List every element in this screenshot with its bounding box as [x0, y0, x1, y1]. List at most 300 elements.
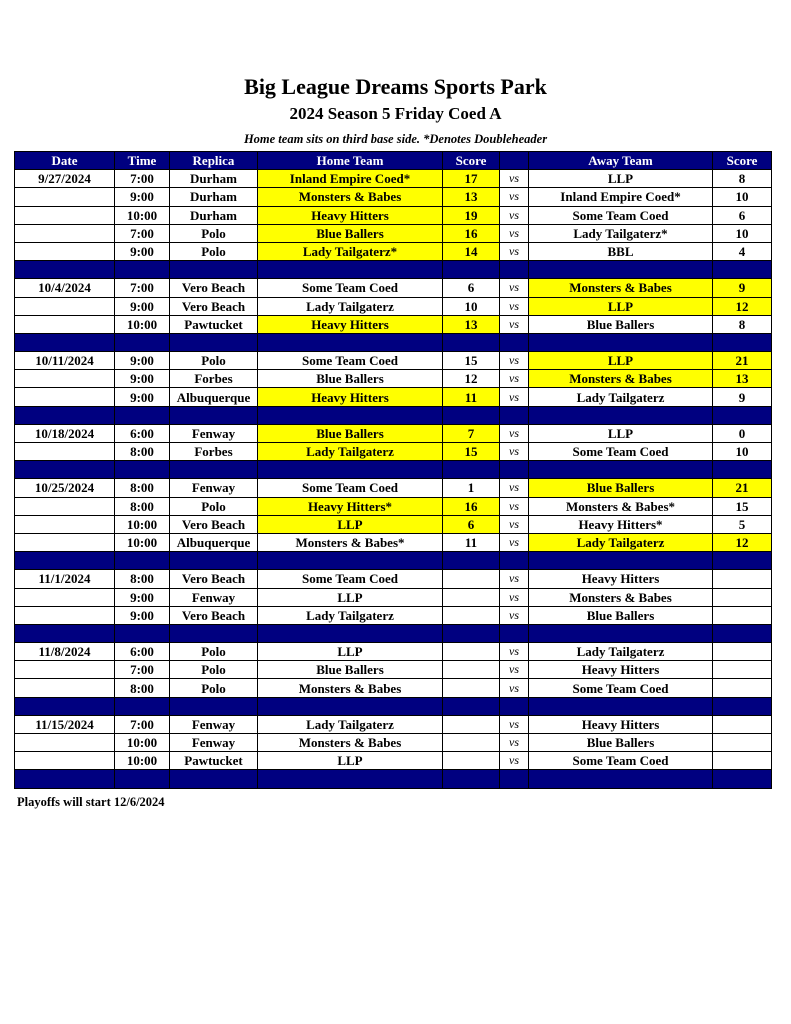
home-score: 16 [443, 224, 500, 242]
separator-cell [713, 552, 772, 570]
separator-cell [170, 770, 258, 788]
away-team: LLP [529, 424, 713, 442]
home-score [443, 588, 500, 606]
away-team: BBL [529, 242, 713, 260]
game-date [15, 515, 115, 533]
game-time: 8:00 [115, 570, 170, 588]
separator-cell [115, 461, 170, 479]
away-team: Some Team Coed [529, 679, 713, 697]
home-team: Lady Tailgaterz* [258, 242, 443, 260]
game-time: 7:00 [115, 170, 170, 188]
away-team: Monsters & Babes [529, 370, 713, 388]
game-field: Polo [170, 497, 258, 515]
away-team: Some Team Coed [529, 206, 713, 224]
separator-cell [500, 461, 529, 479]
game-time: 9:00 [115, 188, 170, 206]
game-field: Fenway [170, 424, 258, 442]
game-time: 7:00 [115, 661, 170, 679]
vs-label: vs [500, 279, 529, 297]
separator-cell [500, 333, 529, 351]
away-score: 12 [713, 297, 772, 315]
away-team: Lady Tailgaterz [529, 643, 713, 661]
separator-cell [713, 333, 772, 351]
away-team: Heavy Hitters* [529, 515, 713, 533]
game-field: Polo [170, 224, 258, 242]
game-time: 8:00 [115, 497, 170, 515]
game-row [15, 497, 772, 515]
home-team: Heavy Hitters [258, 315, 443, 333]
home-score: 6 [443, 515, 500, 533]
vs-label: vs [500, 352, 529, 370]
home-team: LLP [258, 752, 443, 770]
away-team: Heavy Hitters [529, 570, 713, 588]
away-score: 12 [713, 533, 772, 551]
game-date [15, 388, 115, 406]
away-score: 9 [713, 388, 772, 406]
separator-cell [258, 333, 443, 351]
game-row [15, 370, 772, 388]
game-row [15, 279, 772, 297]
game-date [15, 188, 115, 206]
game-field: Albuquerque [170, 533, 258, 551]
vs-label: vs [500, 679, 529, 697]
away-score: 10 [713, 188, 772, 206]
home-score: 11 [443, 388, 500, 406]
vs-label: vs [500, 497, 529, 515]
game-field: Vero Beach [170, 606, 258, 624]
game-row [15, 170, 772, 188]
home-team: Lady Tailgaterz [258, 606, 443, 624]
game-row [15, 661, 772, 679]
col-away-score: Score [713, 152, 772, 170]
home-score: 10 [443, 297, 500, 315]
home-team: Monsters & Babes [258, 188, 443, 206]
separator-cell [170, 261, 258, 279]
game-date [15, 242, 115, 260]
separator-cell [500, 552, 529, 570]
away-score [713, 588, 772, 606]
separator-cell [529, 624, 713, 642]
away-team: LLP [529, 297, 713, 315]
game-date: 9/27/2024 [15, 170, 115, 188]
header-row [15, 152, 772, 170]
away-score: 9 [713, 279, 772, 297]
week-separator [15, 461, 772, 479]
col-replica: Replica [170, 152, 258, 170]
game-time: 6:00 [115, 643, 170, 661]
game-row [15, 224, 772, 242]
game-row [15, 715, 772, 733]
home-team: Monsters & Babes [258, 734, 443, 752]
separator-cell [258, 406, 443, 424]
game-row [15, 479, 772, 497]
separator-cell [443, 624, 500, 642]
away-team: Lady Tailgaterz* [529, 224, 713, 242]
game-field: Polo [170, 643, 258, 661]
game-time: 9:00 [115, 242, 170, 260]
game-time: 9:00 [115, 606, 170, 624]
away-team: Blue Ballers [529, 315, 713, 333]
separator-cell [170, 697, 258, 715]
home-team: Some Team Coed [258, 570, 443, 588]
game-row [15, 206, 772, 224]
game-date: 10/4/2024 [15, 279, 115, 297]
separator-cell [443, 697, 500, 715]
separator-cell [529, 461, 713, 479]
schedule-body [15, 170, 772, 788]
separator-cell [713, 461, 772, 479]
vs-label: vs [500, 388, 529, 406]
separator-cell [258, 461, 443, 479]
separator-cell [713, 406, 772, 424]
game-time: 10:00 [115, 734, 170, 752]
game-date [15, 533, 115, 551]
away-team: Lady Tailgaterz [529, 388, 713, 406]
away-team: Inland Empire Coed* [529, 188, 713, 206]
game-row [15, 388, 772, 406]
week-separator [15, 624, 772, 642]
week-separator [15, 333, 772, 351]
separator-cell [170, 461, 258, 479]
home-score: 13 [443, 315, 500, 333]
game-date: 11/8/2024 [15, 643, 115, 661]
game-field: Polo [170, 242, 258, 260]
separator-cell [443, 552, 500, 570]
game-date: 10/18/2024 [15, 424, 115, 442]
game-field: Pawtucket [170, 752, 258, 770]
separator-cell [258, 552, 443, 570]
week-separator [15, 261, 772, 279]
separator-cell [713, 261, 772, 279]
separator-cell [529, 770, 713, 788]
separator-cell [258, 770, 443, 788]
game-row [15, 588, 772, 606]
home-team: Lady Tailgaterz [258, 443, 443, 461]
vs-label: vs [500, 715, 529, 733]
separator-cell [258, 697, 443, 715]
game-field: Fenway [170, 734, 258, 752]
game-time: 8:00 [115, 679, 170, 697]
home-score: 7 [443, 424, 500, 442]
home-team: Heavy Hitters [258, 206, 443, 224]
vs-label: vs [500, 370, 529, 388]
game-row [15, 734, 772, 752]
separator-cell [500, 624, 529, 642]
game-field: Vero Beach [170, 297, 258, 315]
home-score: 15 [443, 443, 500, 461]
game-field: Durham [170, 170, 258, 188]
home-score: 6 [443, 279, 500, 297]
away-score [713, 679, 772, 697]
away-score: 6 [713, 206, 772, 224]
home-team: Monsters & Babes* [258, 533, 443, 551]
game-time: 8:00 [115, 443, 170, 461]
vs-label: vs [500, 424, 529, 442]
game-field: Fenway [170, 588, 258, 606]
game-time: 9:00 [115, 388, 170, 406]
home-score [443, 715, 500, 733]
game-row [15, 533, 772, 551]
home-score: 1 [443, 479, 500, 497]
away-score [713, 715, 772, 733]
home-team: Some Team Coed [258, 352, 443, 370]
home-team: Inland Empire Coed* [258, 170, 443, 188]
game-time: 10:00 [115, 515, 170, 533]
separator-cell [713, 770, 772, 788]
home-score [443, 661, 500, 679]
game-field: Durham [170, 188, 258, 206]
away-score: 4 [713, 242, 772, 260]
away-team: Heavy Hitters [529, 715, 713, 733]
game-date: 10/25/2024 [15, 479, 115, 497]
separator-cell [170, 406, 258, 424]
vs-label: vs [500, 643, 529, 661]
away-team: Monsters & Babes [529, 279, 713, 297]
away-team: Blue Ballers [529, 606, 713, 624]
separator-cell [15, 406, 115, 424]
separator-cell [15, 461, 115, 479]
game-field: Forbes [170, 443, 258, 461]
separator-cell [500, 261, 529, 279]
separator-cell [713, 624, 772, 642]
separator-cell [529, 552, 713, 570]
game-field: Polo [170, 679, 258, 697]
game-time: 7:00 [115, 224, 170, 242]
game-field: Albuquerque [170, 388, 258, 406]
vs-label: vs [500, 242, 529, 260]
separator-cell [170, 624, 258, 642]
page-title: Big League Dreams Sports Park [244, 74, 547, 99]
game-date [15, 752, 115, 770]
game-field: Vero Beach [170, 570, 258, 588]
away-score: 10 [713, 443, 772, 461]
game-row [15, 188, 772, 206]
home-team: Blue Ballers [258, 370, 443, 388]
playoffs-note: Playoffs will start 12/6/2024 [17, 795, 165, 809]
away-team: LLP [529, 170, 713, 188]
home-score [443, 734, 500, 752]
doubleheader-note: Home team sits on third base side. *Denotes Doubleheader [243, 132, 548, 146]
game-time: 7:00 [115, 279, 170, 297]
schedule-table [14, 151, 772, 789]
separator-cell [15, 624, 115, 642]
game-field: Pawtucket [170, 315, 258, 333]
game-date: 11/1/2024 [15, 570, 115, 588]
away-team: Lady Tailgaterz [529, 533, 713, 551]
game-row [15, 643, 772, 661]
away-score: 0 [713, 424, 772, 442]
col-home-team: Home Team [258, 152, 443, 170]
away-score [713, 661, 772, 679]
vs-label: vs [500, 479, 529, 497]
separator-cell [115, 770, 170, 788]
home-team: Blue Ballers [258, 424, 443, 442]
separator-cell [443, 261, 500, 279]
home-score: 11 [443, 533, 500, 551]
game-field: Polo [170, 352, 258, 370]
game-row [15, 606, 772, 624]
col-date: Date [15, 152, 115, 170]
game-date [15, 588, 115, 606]
game-time: 9:00 [115, 297, 170, 315]
vs-label: vs [500, 752, 529, 770]
game-row [15, 315, 772, 333]
vs-label: vs [500, 297, 529, 315]
away-team: Heavy Hitters [529, 661, 713, 679]
separator-cell [500, 697, 529, 715]
home-score [443, 752, 500, 770]
separator-cell [15, 770, 115, 788]
game-field: Polo [170, 661, 258, 679]
game-row [15, 352, 772, 370]
vs-label: vs [500, 443, 529, 461]
away-score [713, 606, 772, 624]
vs-label: vs [500, 661, 529, 679]
separator-cell [443, 461, 500, 479]
week-separator [15, 552, 772, 570]
home-team: LLP [258, 643, 443, 661]
game-date [15, 315, 115, 333]
away-score: 21 [713, 479, 772, 497]
game-date [15, 661, 115, 679]
home-score: 13 [443, 188, 500, 206]
separator-cell [500, 406, 529, 424]
home-team: Monsters & Babes [258, 679, 443, 697]
col-home-score: Score [443, 152, 500, 170]
home-score [443, 606, 500, 624]
season-subtitle: 2024 Season 5 Friday Coed A [289, 104, 502, 123]
separator-cell [15, 261, 115, 279]
vs-label: vs [500, 315, 529, 333]
game-date [15, 370, 115, 388]
vs-label: vs [500, 734, 529, 752]
game-field: Forbes [170, 370, 258, 388]
home-score: 12 [443, 370, 500, 388]
home-team: LLP [258, 515, 443, 533]
game-date [15, 679, 115, 697]
separator-cell [115, 333, 170, 351]
separator-cell [443, 333, 500, 351]
away-score: 8 [713, 170, 772, 188]
separator-cell [115, 406, 170, 424]
game-time: 10:00 [115, 206, 170, 224]
away-score: 21 [713, 352, 772, 370]
away-team: Monsters & Babes [529, 588, 713, 606]
home-score: 15 [443, 352, 500, 370]
away-score: 15 [713, 497, 772, 515]
separator-cell [115, 552, 170, 570]
away-score [713, 752, 772, 770]
away-score [713, 570, 772, 588]
vs-label: vs [500, 224, 529, 242]
separator-cell [15, 697, 115, 715]
week-separator [15, 697, 772, 715]
away-score [713, 643, 772, 661]
away-score: 8 [713, 315, 772, 333]
vs-label: vs [500, 515, 529, 533]
game-date [15, 606, 115, 624]
away-score [713, 734, 772, 752]
game-time: 9:00 [115, 588, 170, 606]
game-time: 10:00 [115, 752, 170, 770]
separator-cell [529, 261, 713, 279]
col-time: Time [115, 152, 170, 170]
game-time: 10:00 [115, 315, 170, 333]
game-time: 10:00 [115, 533, 170, 551]
game-date [15, 297, 115, 315]
col-away-team: Away Team [529, 152, 713, 170]
vs-label: vs [500, 188, 529, 206]
game-field: Durham [170, 206, 258, 224]
separator-cell [529, 697, 713, 715]
separator-cell [115, 624, 170, 642]
game-field: Vero Beach [170, 279, 258, 297]
home-score [443, 570, 500, 588]
away-team: Monsters & Babes* [529, 497, 713, 515]
vs-label: vs [500, 606, 529, 624]
away-score: 5 [713, 515, 772, 533]
game-field: Fenway [170, 479, 258, 497]
away-team: Some Team Coed [529, 443, 713, 461]
game-field: Fenway [170, 715, 258, 733]
away-team: LLP [529, 352, 713, 370]
away-score: 10 [713, 224, 772, 242]
game-date [15, 497, 115, 515]
home-score: 14 [443, 242, 500, 260]
home-score: 16 [443, 497, 500, 515]
away-team: Blue Ballers [529, 479, 713, 497]
game-date [15, 206, 115, 224]
separator-cell [713, 697, 772, 715]
game-row [15, 515, 772, 533]
home-team: Blue Ballers [258, 661, 443, 679]
vs-label: vs [500, 588, 529, 606]
game-time: 6:00 [115, 424, 170, 442]
vs-label: vs [500, 206, 529, 224]
separator-cell [529, 333, 713, 351]
home-team: Blue Ballers [258, 224, 443, 242]
game-time: 9:00 [115, 352, 170, 370]
vs-label: vs [500, 533, 529, 551]
week-separator [15, 406, 772, 424]
game-row [15, 443, 772, 461]
away-score: 13 [713, 370, 772, 388]
separator-cell [258, 624, 443, 642]
game-row [15, 297, 772, 315]
separator-cell [115, 697, 170, 715]
separator-cell [15, 552, 115, 570]
game-date [15, 443, 115, 461]
game-field: Vero Beach [170, 515, 258, 533]
home-score: 19 [443, 206, 500, 224]
separator-cell [170, 333, 258, 351]
col-vs [500, 152, 529, 170]
home-team: LLP [258, 588, 443, 606]
game-row [15, 570, 772, 588]
home-team: Some Team Coed [258, 479, 443, 497]
game-time: 7:00 [115, 715, 170, 733]
away-team: Some Team Coed [529, 752, 713, 770]
home-team: Some Team Coed [258, 279, 443, 297]
home-score [443, 643, 500, 661]
separator-cell [443, 770, 500, 788]
game-date: 10/11/2024 [15, 352, 115, 370]
separator-cell [529, 406, 713, 424]
separator-cell [115, 261, 170, 279]
game-time: 9:00 [115, 370, 170, 388]
home-team: Heavy Hitters [258, 388, 443, 406]
game-date [15, 734, 115, 752]
